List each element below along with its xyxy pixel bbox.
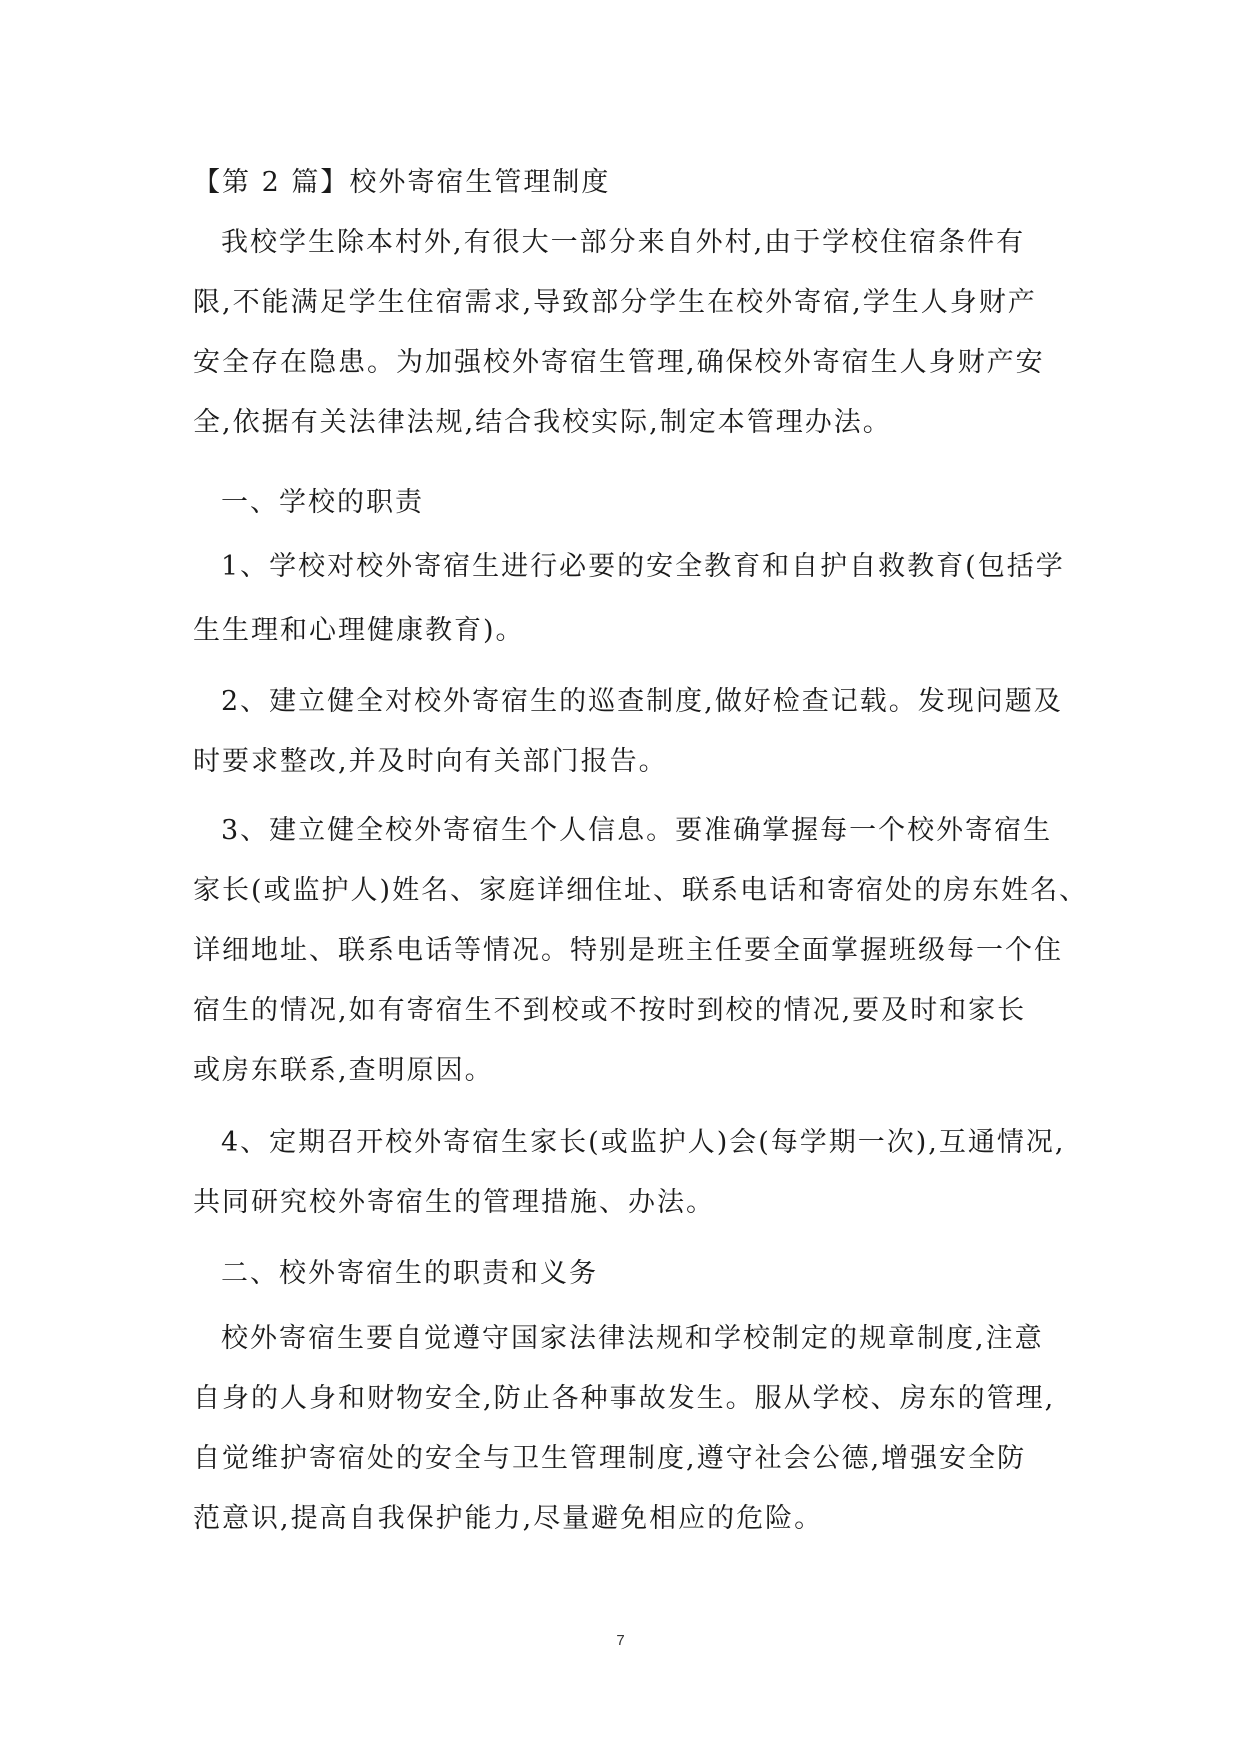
paragraph-line: 安全存在隐患。为加强校外寄宿生管理,确保校外寄宿生人身财产安: [193, 347, 1045, 378]
paragraph-line: 生生理和心理健康教育)。: [193, 615, 525, 646]
paragraph-line: 家长(或监护人)姓名、家庭详细住址、联系电话和寄宿处的房东姓名、: [193, 875, 1089, 906]
paragraph-line: 2、建立健全对校外寄宿生的巡查制度,做好检查记载。发现问题及: [221, 686, 1063, 717]
paragraph-line: 或房东联系,查明原因。: [193, 1055, 494, 1086]
paragraph-line: 1、学校对校外寄宿生进行必要的安全教育和自护自救教育(包括学: [221, 551, 1065, 582]
section-heading: 二、校外寄宿生的职责和义务: [221, 1258, 598, 1289]
page-number: 7: [616, 1632, 625, 1649]
paragraph-line: 自觉维护寄宿处的安全与卫生管理制度,遵守社会公德,增强安全防: [193, 1443, 1027, 1474]
paragraph-line: 限,不能满足学生住宿需求,导致部分学生在校外寄宿,学生人身财产: [193, 287, 1037, 318]
paragraph-line: 宿生的情况,如有寄宿生不到校或不按时到校的情况,要及时和家长: [193, 995, 1027, 1026]
paragraph-line: 4、定期召开校外寄宿生家长(或监护人)会(每学期一次),互通情况,: [221, 1127, 1066, 1158]
section-heading: 一、学校的职责: [221, 487, 424, 518]
document-title: 【第 2 篇】校外寄宿生管理制度: [193, 167, 611, 198]
paragraph-line: 我校学生除本村外,有很大一部分来自外村,由于学校住宿条件有: [221, 227, 1026, 258]
paragraph-line: 时要求整改,并及时向有关部门报告。: [193, 746, 668, 777]
paragraph-line: 共同研究校外寄宿生的管理措施、办法。: [193, 1187, 715, 1218]
paragraph-line: 校外寄宿生要自觉遵守国家法律法规和学校制定的规章制度,注意: [221, 1323, 1044, 1354]
paragraph-line: 范意识,提高自我保护能力,尽量避免相应的危险。: [193, 1503, 824, 1534]
paragraph-line: 自身的人身和财物安全,防止各种事故发生。服从学校、房东的管理,: [193, 1383, 1056, 1414]
paragraph-line: 详细地址、联系电话等情况。特别是班主任要全面掌握班级每一个住: [193, 935, 1063, 966]
paragraph-line: 全,依据有关法律法规,结合我校实际,制定本管理办法。: [193, 407, 892, 438]
paragraph-line: 3、建立健全校外寄宿生个人信息。要准确掌握每一个校外寄宿生: [221, 815, 1053, 846]
